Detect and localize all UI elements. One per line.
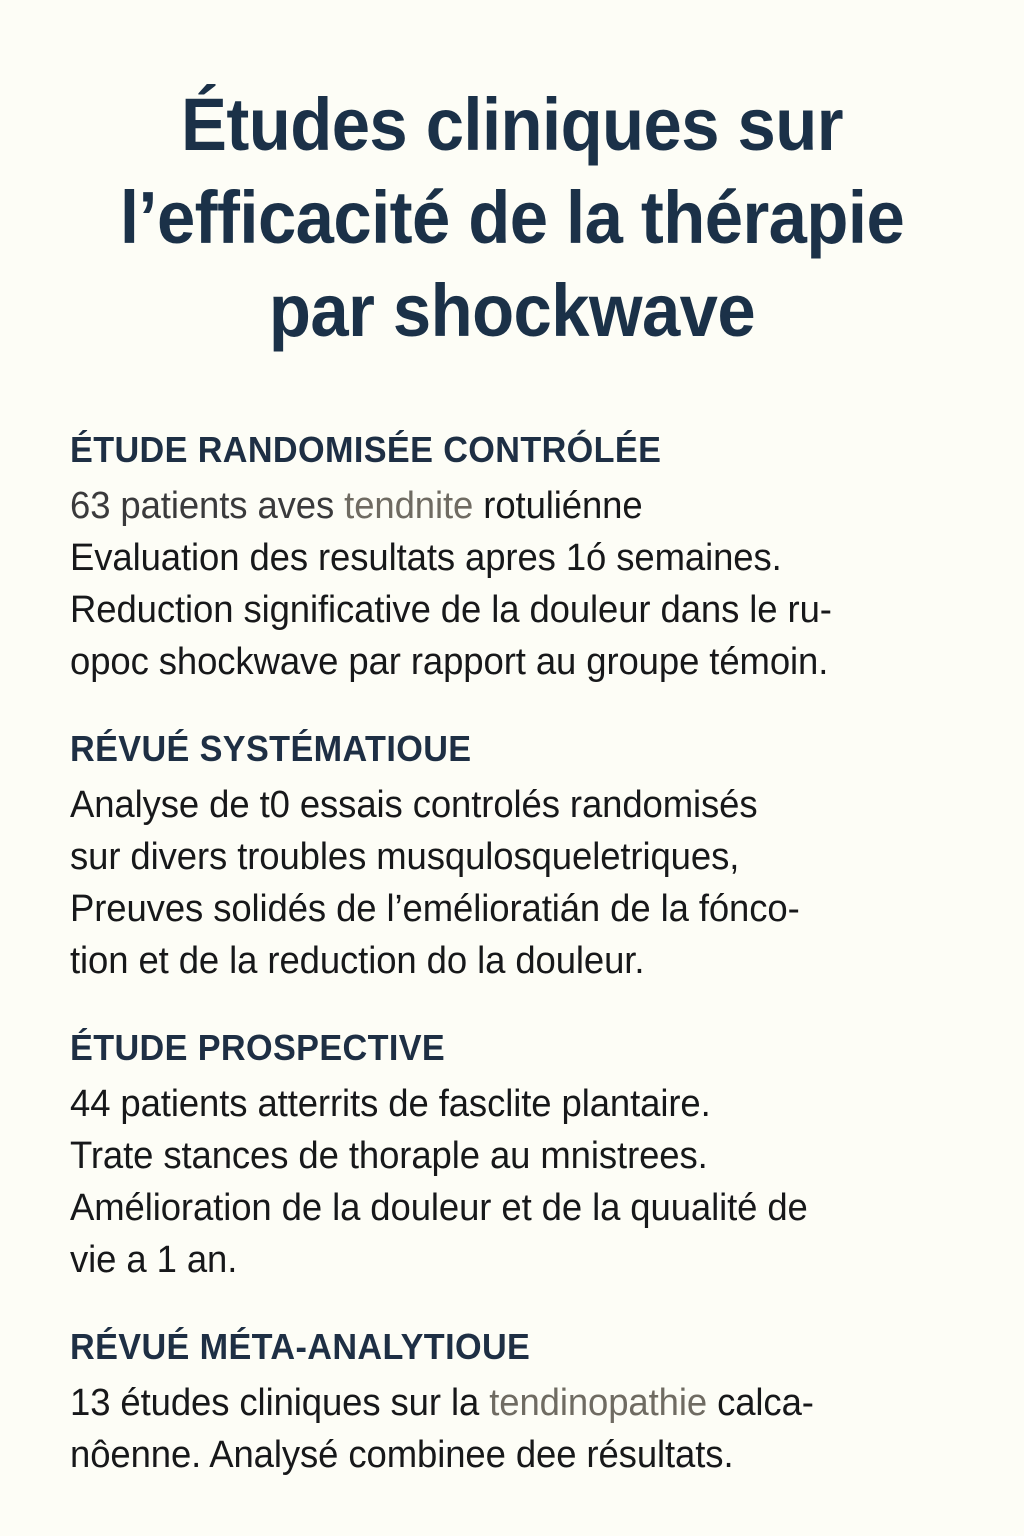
title-line-1: Études cliniques sur [181,83,843,166]
section-heading: ÉTUDE RANDOMISÉE CONTRÓLÉE [70,429,662,470]
section-body [70,1078,924,1286]
body-line: nôenne. Analysé combinee dee résultats. [70,1434,734,1476]
section-heading: RÉVUÉ MÉTA-ANALYTIOUE [70,1326,531,1367]
body-line [70,480,924,532]
body-text-segment: calca- [707,1382,814,1424]
body-line [70,1377,924,1429]
page-title [0,78,1024,357]
body-text-segment: rotuliénne [473,485,643,527]
body-text-segment: 63 patients aves [70,485,345,527]
body-line: Reduction significative de la douleur dans le ru- [70,589,832,631]
section-heading: ÉTUDE PROSPECTIVE [70,1027,446,1068]
section-revue-meta-analytique [70,1325,960,1481]
body-line: Analyse de t0 essais controlés randomisés [70,784,758,826]
section-body [70,480,924,688]
body-line: vie a 1 an. [70,1239,238,1281]
section-etude-randomisee [70,428,960,688]
section-heading: RÉVUÉ SYSTÉMATIOUE [70,728,472,769]
body-line: opoc shockwave par rapport au groupe témoin. [70,641,829,683]
body-line: Preuves solidés de l’emélioratián de la fónco- [70,888,800,930]
body-text-segment-faded: tendnite [344,485,474,527]
body-text-segment: 13 études cliniques sur la [70,1382,490,1424]
body-line: Evaluation des resultats apres 1ó semaines. [70,537,782,579]
title-line-2: l’efficacité de la thérapie [119,176,905,259]
title-line-3: par shockwave [268,269,756,352]
section-body [70,1377,924,1481]
body-line: tion et de la reduction do la douleur. [70,940,645,982]
section-body [70,779,924,987]
section-etude-prospective [70,1026,960,1286]
body-line: Trate stances de thoraple au mnistrees. [70,1135,708,1177]
sections-container [70,428,960,1481]
section-revue-systematique [70,727,960,987]
body-line: sur divers troubles musqulosqueletriques, [70,836,740,878]
body-line: Amélioration de la douleur et de la quualité de [70,1187,808,1229]
body-line: 44 patients atterrits de fasclite plantaire. [70,1083,711,1125]
body-text-segment-faded: tendinopathie [489,1382,708,1424]
